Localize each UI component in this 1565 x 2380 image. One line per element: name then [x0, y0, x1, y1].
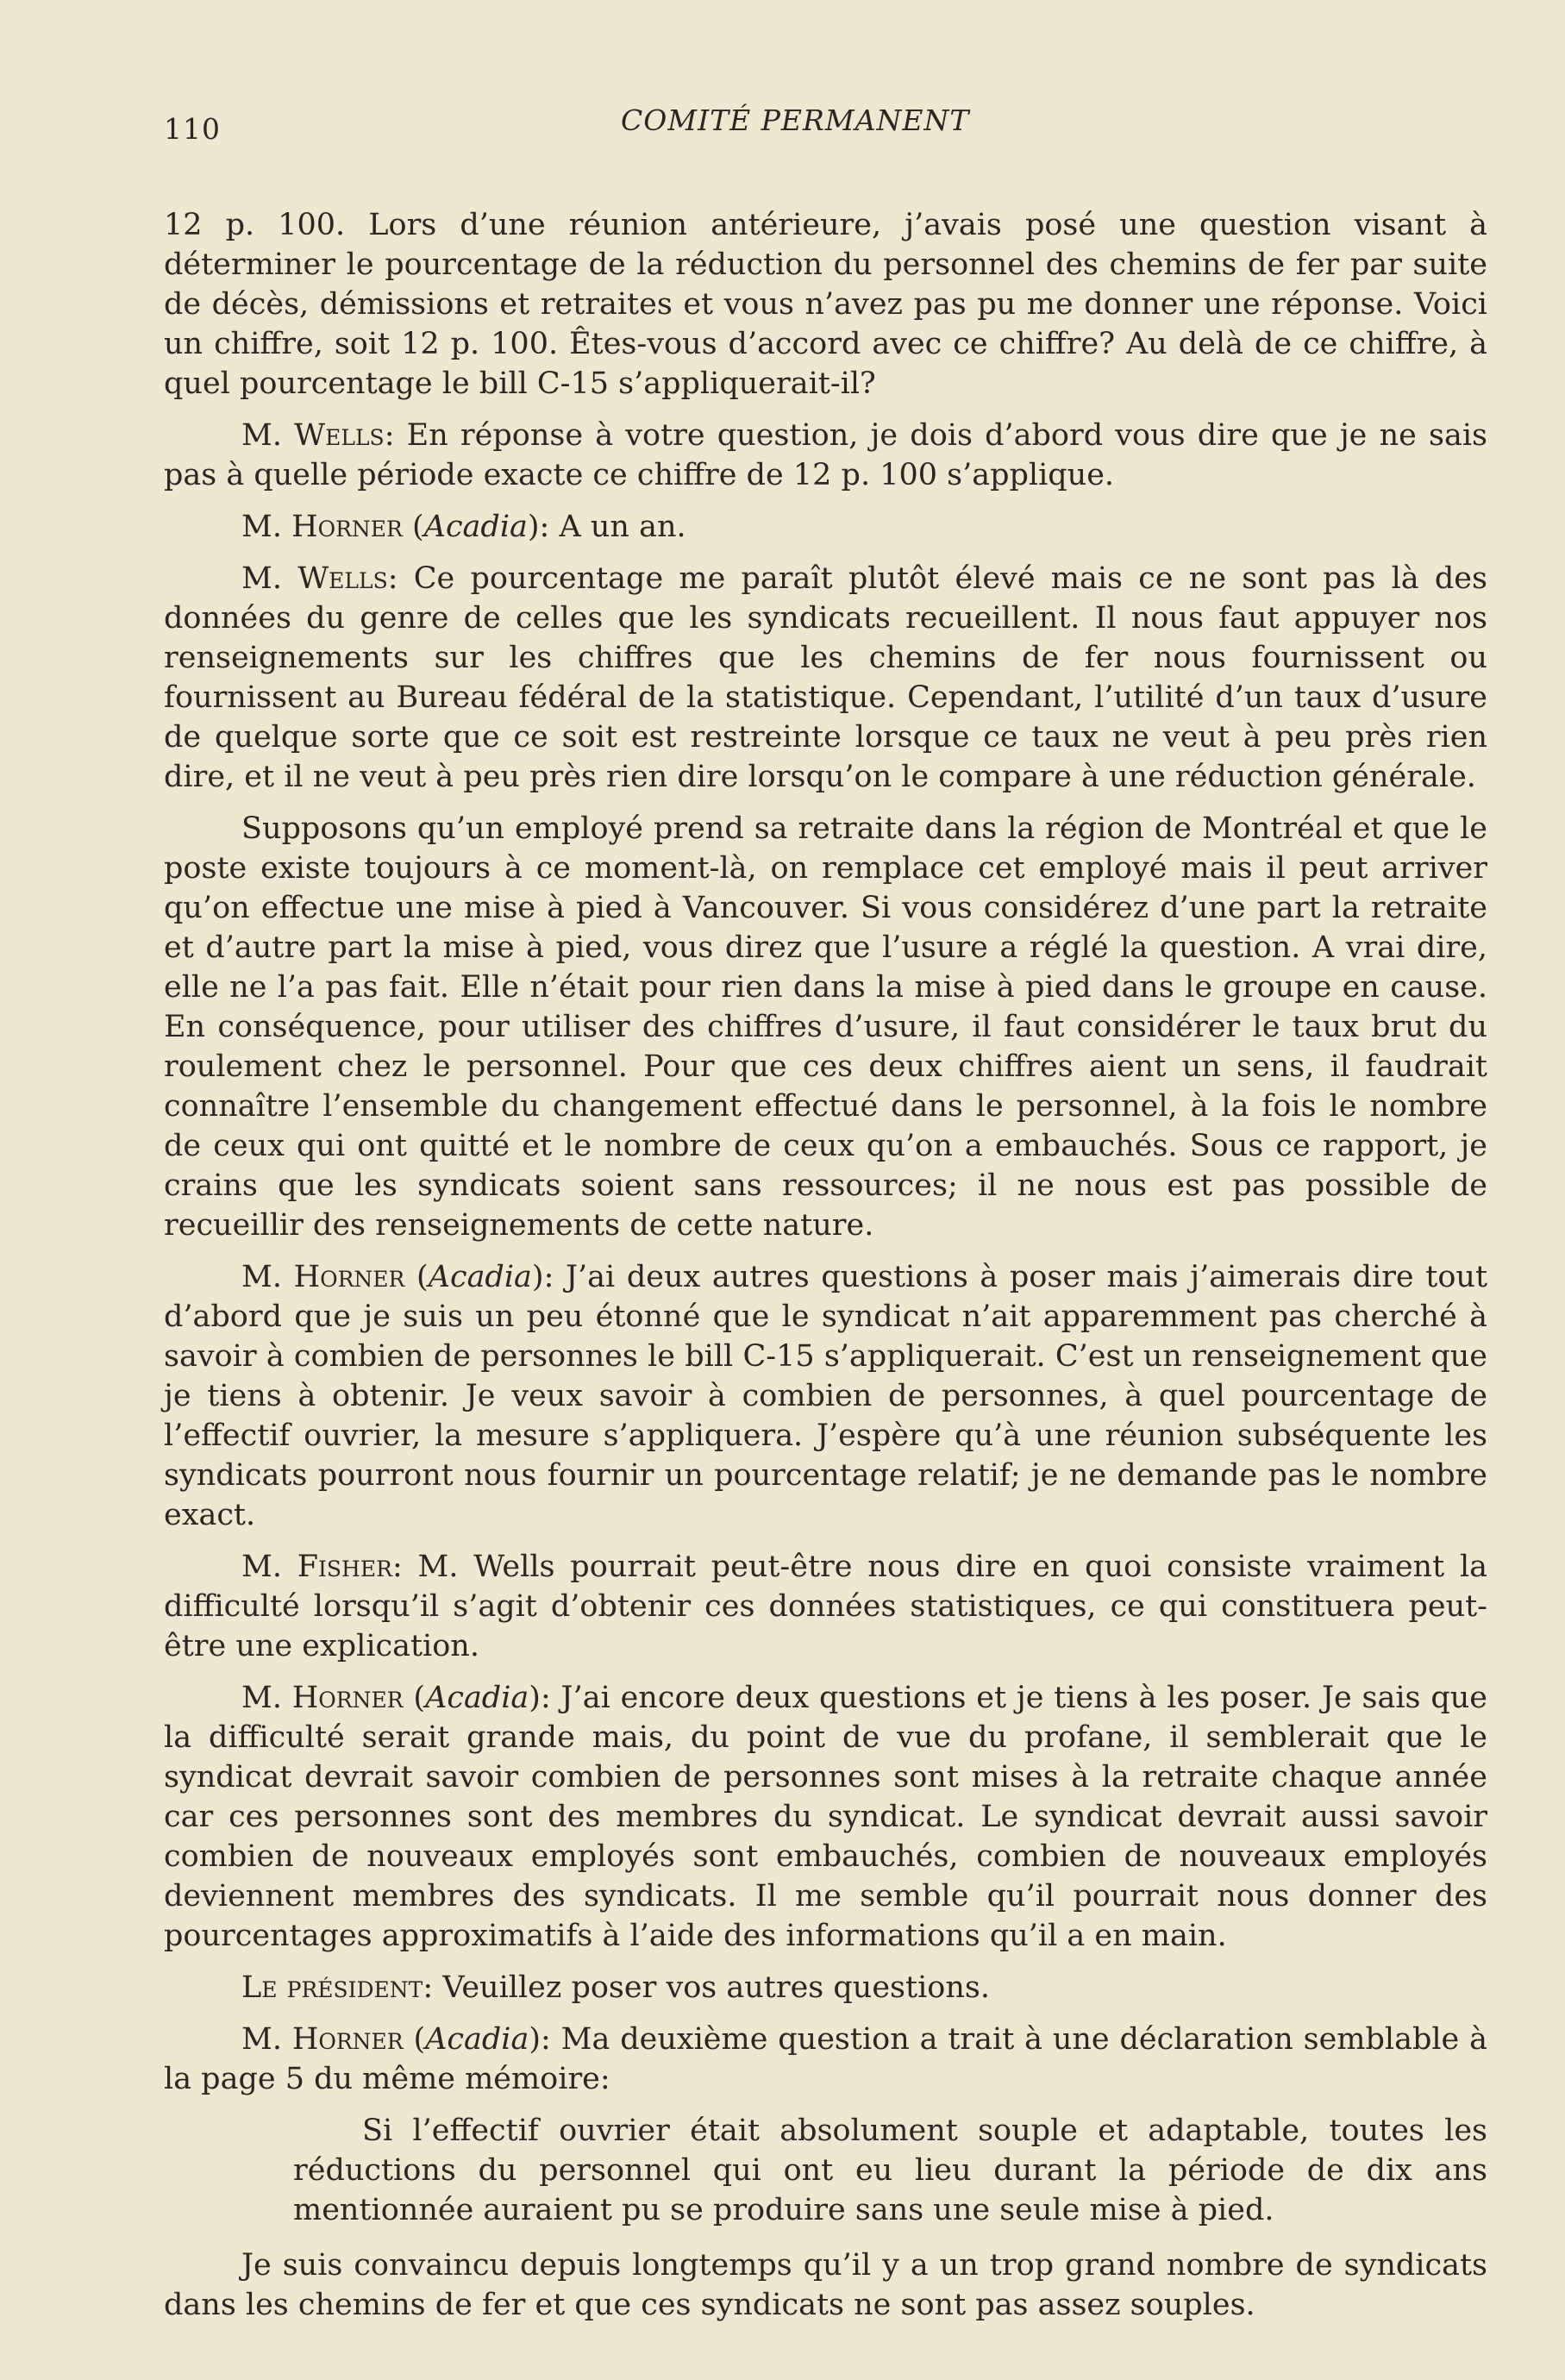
speaker-riding: Acadia: [428, 1260, 532, 1294]
paragraph-text: : Ma deuxième question a trait à une déclaration semblable à la page 5 du même mémoire:: [164, 2022, 1487, 2096]
body-text-closing: [164, 2245, 1487, 2325]
paragraph-text: : J’ai deux autres questions à poser mais j’aimerais dire tout d’abord que je suis un peu étonné que le syndicat n’ait apparemment pas cherché à savoir à combien de personnes le bill C-15 s’appliquerait. C’est un renseignement que je tiens à obtenir. Je veux savoir à combien de personnes, à quel pourcentage de l’effectif ouvrier, la mesure s’appliquera. J’espère qu’à une réunion subséquente les syndicats pourront nous fournir un pourcentage relatif; je ne demande pas le nombre exact.: [164, 1260, 1488, 1532]
speaker-name: M. Horner: [241, 1260, 405, 1294]
paragraph-wells-2: [164, 559, 1487, 797]
paragraph-text: Supposons qu’un employé prend sa retraite dans la région de Montréal et que le poste existe toujours à ce moment-là, on remplace cet employé mais il peut arriver qu’on effectue une mise à pied à Vancouver. Si vous considérez d’une part la retraite et d’autre part la mise à pied, vous direz que l’usure a réglé la question. A vrai dire, elle ne l’a pas fait. Elle n’était pour rien dans la mise à pied dans le groupe en cause. En conséquence, pour utiliser des chiffres d’usure, il faut considérer le taux brut du roulement chez le personnel. Pour que ces deux chiffres aient un sens, il faudrait connaître l’ensemble du changement effectué dans le personnel, à la fois le nombre de ceux qui ont quitté et le nombre de ceux qu’on a embauchés. Sous ce rapport, je crains que les syndicats soient sans ressources; il ne nous est pas possible de recueillir des renseignements de cette nature.: [164, 811, 1487, 1243]
paragraph-wells-3: [164, 809, 1487, 1245]
body-text: [164, 205, 1487, 2099]
page-title: COMITÉ PERMANENT: [621, 103, 970, 137]
block-quote: [164, 2111, 1487, 2230]
paragraph-president: [164, 1968, 1487, 2007]
page-number: 110: [164, 112, 221, 146]
speaker-riding: Acadia: [425, 1681, 529, 1715]
speaker-name: M. Horner: [241, 2022, 404, 2057]
paragraph-text: : Ce pourcentage me paraît plutôt élevé mais ce ne sont pas là des données du genre de celles que les syndicats recueillent. Il nous faut appuyer nos renseignements sur les chiffres que les chemins de fer nous fournissent ou fournissent au Bureau fédéral de la statistique. Cependant, l’utilité d’un taux d’usure de quelque sorte que ce soit est restreinte lorsque ce taux ne veut à peu près rien dire, et il ne veut à peu près rien dire lorsqu’on le compare à une réduction générale.: [164, 561, 1487, 794]
paragraph-text: Je suis convaincu depuis longtemps qu’il y a un trop grand nombre de syndicats dans les chemins de fer et que ces syndicats ne sont pas assez souples.: [164, 2248, 1487, 2322]
speaker-name: M. Horner: [241, 1681, 404, 1715]
speaker-name: Le président: [241, 1970, 423, 2005]
quote-text: Si l’effectif ouvrier était absolument souple et adaptable, toutes les réductions du personnel qui ont eu lieu durant la période de dix ans mentionnée auraient pu se produire sans une seule mise à pied.: [293, 2114, 1487, 2227]
paragraph-horner-1: M. Horner (Acadia): A un an.: [241, 510, 686, 544]
paragraph-text: : M. Wells pourrait peut-être nous dire en quoi consiste vraiment la difficulté lorsqu’il s’agit d’obtenir ces données statistiques, ce qui constituera peut-être une explication.: [164, 1550, 1488, 1663]
paragraph-horner-3: M. Horner (Acadia): J’ai encore deux questions et je tiens à les poser. Je sais que la difficulté serait grande mais, du point de vue du profane, il semblerait que le syndicat devrait savoir combien de personnes sont mises à la retraite chaque année car ces personnes sont des membres du syndicat. Le syndicat devrait aussi savoir combien de nouveaux employés sont embauchés, combien de nouveaux employés deviennent membres des syndicats. Il me semble qu’il pourrait nous donner des pourcentages approximatifs à l’aide des informations qu’il a en main.: [164, 1681, 1487, 1953]
paragraph-text: : En réponse à votre question, je dois d’abord vous dire que je ne sais pas à quelle période exacte ce chiffre de 12 p. 100 s’applique.: [164, 418, 1487, 492]
paragraph-text: : J’ai encore deux questions et je tiens à les poser. Je sais que la difficulté serait grande mais, du point de vue du profane, il semblerait que le syndicat devrait savoir combien de personnes sont mises à la retraite chaque année car ces personnes sont des membres du syndicat. Le syndicat devrait aussi savoir combien de nouveaux employés sont embauchés, combien de nouveaux employés deviennent membres des syndicats. Il me semble qu’il pourrait nous donner des pourcentages approximatifs à l’aide des informations qu’il a en main.: [164, 1681, 1487, 1953]
paragraph-continuation: [164, 205, 1487, 404]
speaker-riding: Acadia: [423, 510, 528, 544]
paragraph-horner-4: M. Horner (Acadia): Ma deuxième question a trait à une déclaration semblable à la page 5 du même mémoire:: [164, 2022, 1487, 2096]
paragraph-wells-1: [164, 416, 1487, 495]
speaker-riding: Acadia: [425, 2022, 529, 2057]
paragraph-text: 12 p. 100. Lors d’une réunion antérieure, j’avais posé une question visant à déterminer le pourcentage de la réduction du personnel des chemins de fer par suite de décès, démissions et retraites et vous n’avez pas pu me donner une réponse. Voici un chiffre, soit 12 p. 100. Êtes-vous d’accord avec ce chiffre? Au delà de ce chiffre, à quel pourcentage le bill C-15 s’appliquerait-il?: [164, 208, 1487, 401]
speaker-name: M. Horner: [241, 510, 403, 544]
speaker-name: M. Wells: [241, 561, 388, 596]
paragraph-text: : Veuillez poser vos autres questions.: [423, 1970, 990, 2005]
paragraph-horner-2: M. Horner (Acadia): J’ai deux autres questions à poser mais j’aimerais dire tout d’abord que je suis un peu étonné que le syndicat n’ait apparemment pas cherché à savoir à combien de personnes le bill C-15 s’appliquerait. C’est un renseignement que je tiens à obtenir. Je veux savoir à combien de personnes, à quel pourcentage de l’effectif ouvrier, la mesure s’appliquera. J’espère qu’à une réunion subséquente les syndicats pourront nous fournir un pourcentage relatif; je ne demande pas le nombre exact.: [164, 1260, 1488, 1532]
speaker-name: M. Fisher: [241, 1550, 392, 1584]
paragraph-closing: [164, 2245, 1487, 2325]
speaker-name: M. Wells: [241, 418, 385, 453]
paragraph-text: : A un an.: [539, 510, 686, 544]
paragraph-fisher: [164, 1547, 1487, 1666]
running-head: [164, 103, 1487, 155]
